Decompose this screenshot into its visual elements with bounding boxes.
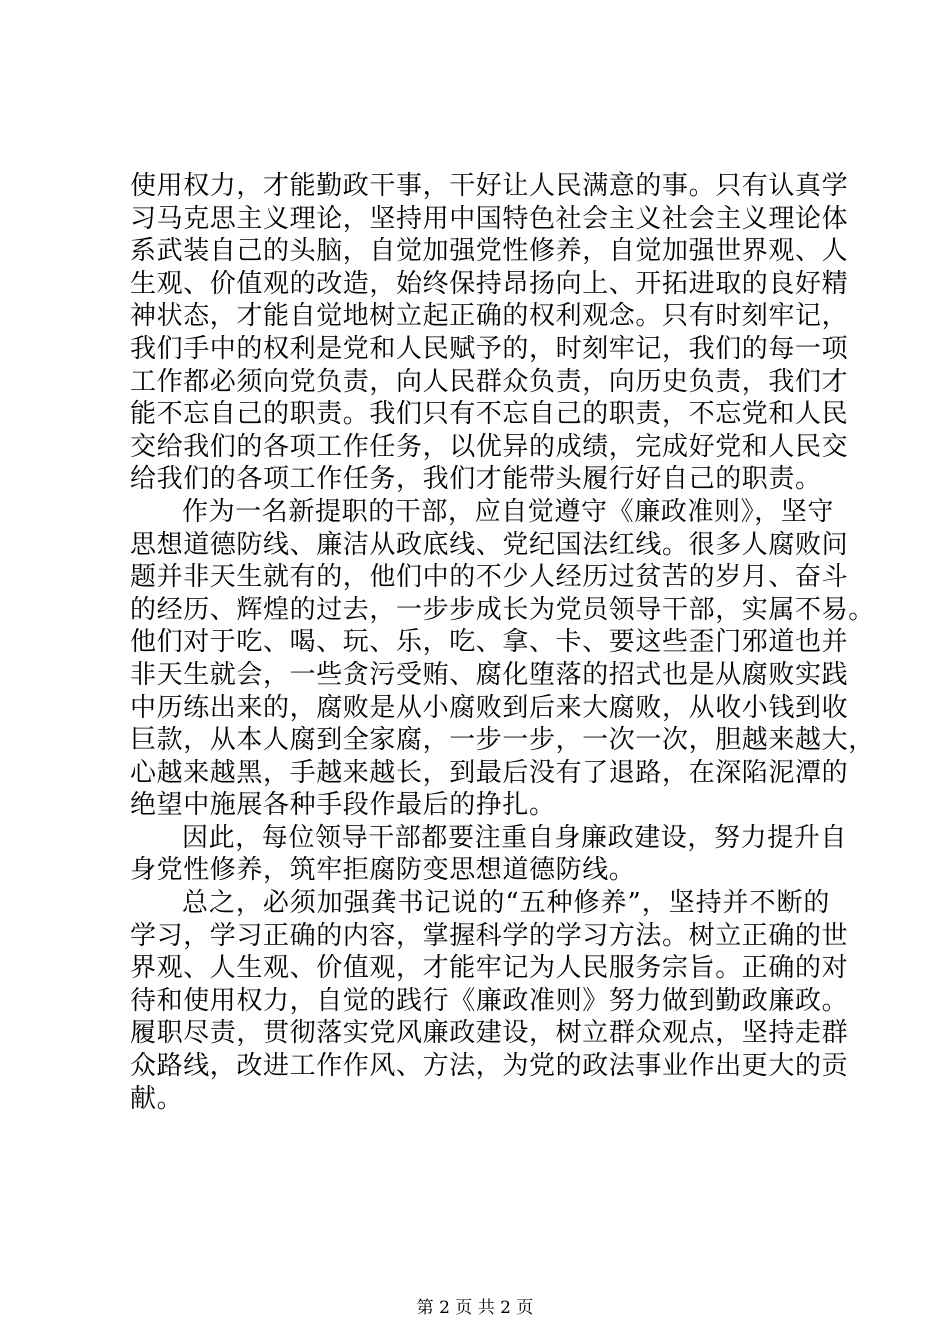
text-line: 总之，必须加强龚书记说的“五种修养”，坚持并不断的 — [182, 888, 830, 919]
text-line: 的经历、辉煌的过去，一步步成长为党员领导干部，实属不易。 — [130, 594, 875, 625]
text-line: 给我们的各项工作任务，我们才能带头履行好自己的职责。 — [130, 464, 822, 495]
text-line: 身党性修养，筑牢拒腐防变思想道德防线。 — [130, 855, 636, 886]
paragraph-1 — [130, 170, 849, 496]
text-line: 生观、价值观的改造，始终保持昂扬向上、开拓进取的良好精 — [130, 268, 849, 299]
text-line: 绝望中施展各种手段作最后的挣扎。 — [130, 790, 556, 821]
text-line: 神状态，才能自觉地树立起正确的权利观念。只有时刻牢记， — [130, 301, 849, 332]
paragraph-4 — [130, 887, 849, 1115]
text-line: 界观、人生观、价值观，才能牢记为人民服务宗旨。正确的对 — [130, 953, 849, 984]
text-line: 他们对于吃、喝、玩、乐，吃、拿、卡、要这些歪门邪道也并 — [130, 627, 849, 658]
text-line: 巨款，从本人腐到全家腐，一步一步，一次一次，胆越来越大， — [130, 725, 875, 756]
text-line: 待和使用权力，自觉的践行《廉政准则》努力做到勤政廉政。 — [130, 985, 849, 1016]
text-line: 交给我们的各项工作任务，以优异的成绩，完成好党和人民交 — [130, 431, 849, 462]
text-line: 我们手中的权利是党和人民赋予的，时刻牢记，我们的每一项 — [130, 333, 849, 364]
document-body — [130, 170, 875, 1115]
paragraph-2 — [130, 496, 875, 822]
text-line: 非天生就会，一些贪污受贿、腐化堕落的招式也是从腐败实践 — [130, 659, 849, 690]
paragraph-3 — [130, 822, 848, 887]
text-line: 心越来越黑，手越来越长，到最后没有了退路，在深陷泥潭的 — [130, 757, 849, 788]
text-line: 习马克思主义理论，坚持用中国特色社会主义社会主义理论体 — [130, 203, 849, 234]
page-number-footer: 第 2 页 共 2 页 — [416, 1298, 534, 1318]
text-line: 思想道德防线、廉洁从政底线、党纪国法红线。很多人腐败问 — [130, 529, 849, 560]
text-line: 工作都必须向党负责，向人民群众负责，向历史负责，我们才 — [130, 366, 849, 397]
text-line: 因此，每位领导干部都要注重自身廉政建设，努力提升自 — [182, 822, 848, 853]
text-line: 履职尽责，贯彻落实党风廉政建设，树立群众观点，坚持走群 — [130, 1018, 849, 1049]
text-line: 能不忘自己的职责。我们只有不忘自己的职责，不忘党和人民 — [130, 399, 849, 430]
text-line: 系武装自己的头脑，自觉加强党性修养，自觉加强世界观、人 — [130, 236, 849, 267]
text-line: 题并非天生就有的，他们中的不少人经历过贫苦的岁月、奋斗 — [130, 562, 849, 593]
text-line: 作为一名新提职的干部，应自觉遵守《廉政准则》，坚守 — [182, 496, 835, 527]
text-line: 献。 — [130, 1083, 184, 1114]
text-line: 学习，学习正确的内容，掌握科学的学习方法。树立正确的世 — [130, 920, 849, 951]
text-line: 众路线，改进工作作风、方法，为党的政法事业作出更大的贡 — [130, 1051, 849, 1082]
text-line: 使用权力，才能勤政干事，干好让人民满意的事。只有认真学 — [130, 171, 849, 201]
text-line: 中历练出来的，腐败是从小腐败到后来大腐败，从收小钱到收 — [130, 692, 849, 723]
